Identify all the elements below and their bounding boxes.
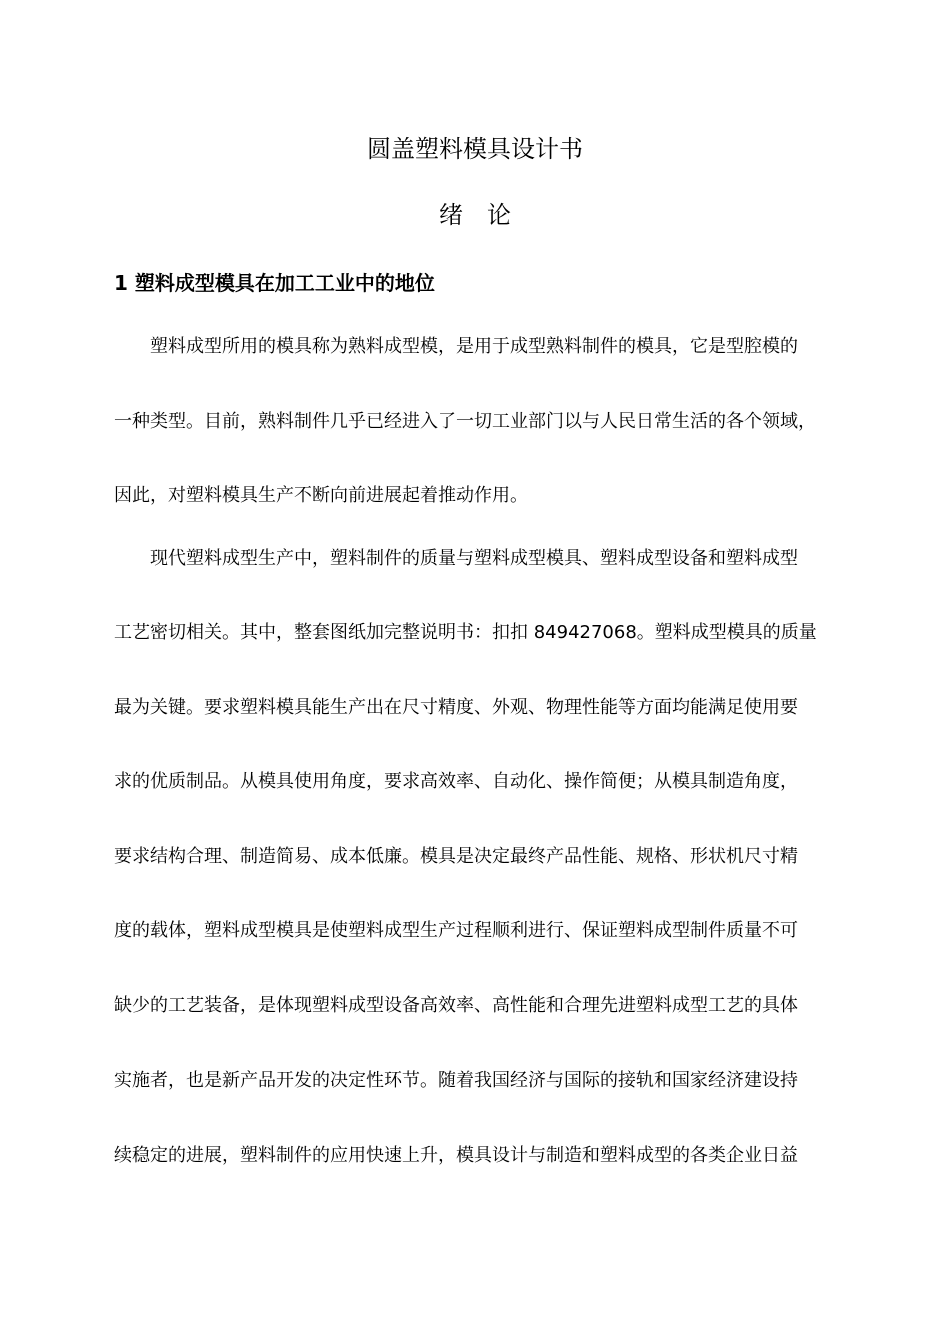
paragraph-line: 最为关键。要求塑料模具能生产出在尺寸精度、外观、物理性能等方面均能满足使用要 bbox=[114, 697, 798, 718]
document-subtitle: 绪 论 bbox=[439, 201, 511, 229]
document-title: 圆盖塑料模具设计书 bbox=[367, 135, 583, 163]
paragraph-line: 要求结构合理、制造简易、成本低廉。模具是决定最终产品性能、规格、形状机尺寸精 bbox=[114, 846, 798, 867]
paragraph-line: 现代塑料成型生产中，塑料制件的质量与塑料成型模具、塑料成型设备和塑料成型 bbox=[150, 548, 798, 569]
paragraph-line: 缺少的工艺装备，是体现塑料成型设备高效率、高性能和合理先进塑料成型工艺的具体 bbox=[114, 995, 798, 1016]
paragraph-line: 一种类型。目前，熟料制件几乎已经进入了一切工业部门以与人民日常生活的各个领域， bbox=[114, 411, 816, 432]
paragraph-line: 求的优质制品。从模具使用角度，要求高效率、自动化、操作简便；从模具制造角度， bbox=[114, 771, 798, 792]
paragraph-line: 塑料成型所用的模具称为熟料成型模，是用于成型熟料制件的模具，它是型腔模的 bbox=[150, 336, 798, 357]
paragraph-line: 实施者，也是新产品开发的决定性环节。随着我国经济与国际的接轨和国家经济建设持 bbox=[114, 1070, 798, 1091]
paragraph-line: 续稳定的进展，塑料制件的应用快速上升，模具设计与制造和塑料成型的各类企业日益 bbox=[114, 1145, 798, 1166]
paragraph-line: 工艺密切相关。其中，整套图纸加完整说明书：扣扣 849427068。塑料成型模具的质量 bbox=[114, 622, 817, 643]
section-heading: 1 塑料成型模具在加工工业中的地位 bbox=[114, 271, 435, 295]
paragraph-line: 度的载体，塑料成型模具是使塑料成型生产过程顺利进行、保证塑料成型制件质量不可 bbox=[114, 920, 798, 941]
paragraph-line: 因此，对塑料模具生产不断向前进展起着推动作用。 bbox=[114, 485, 528, 506]
